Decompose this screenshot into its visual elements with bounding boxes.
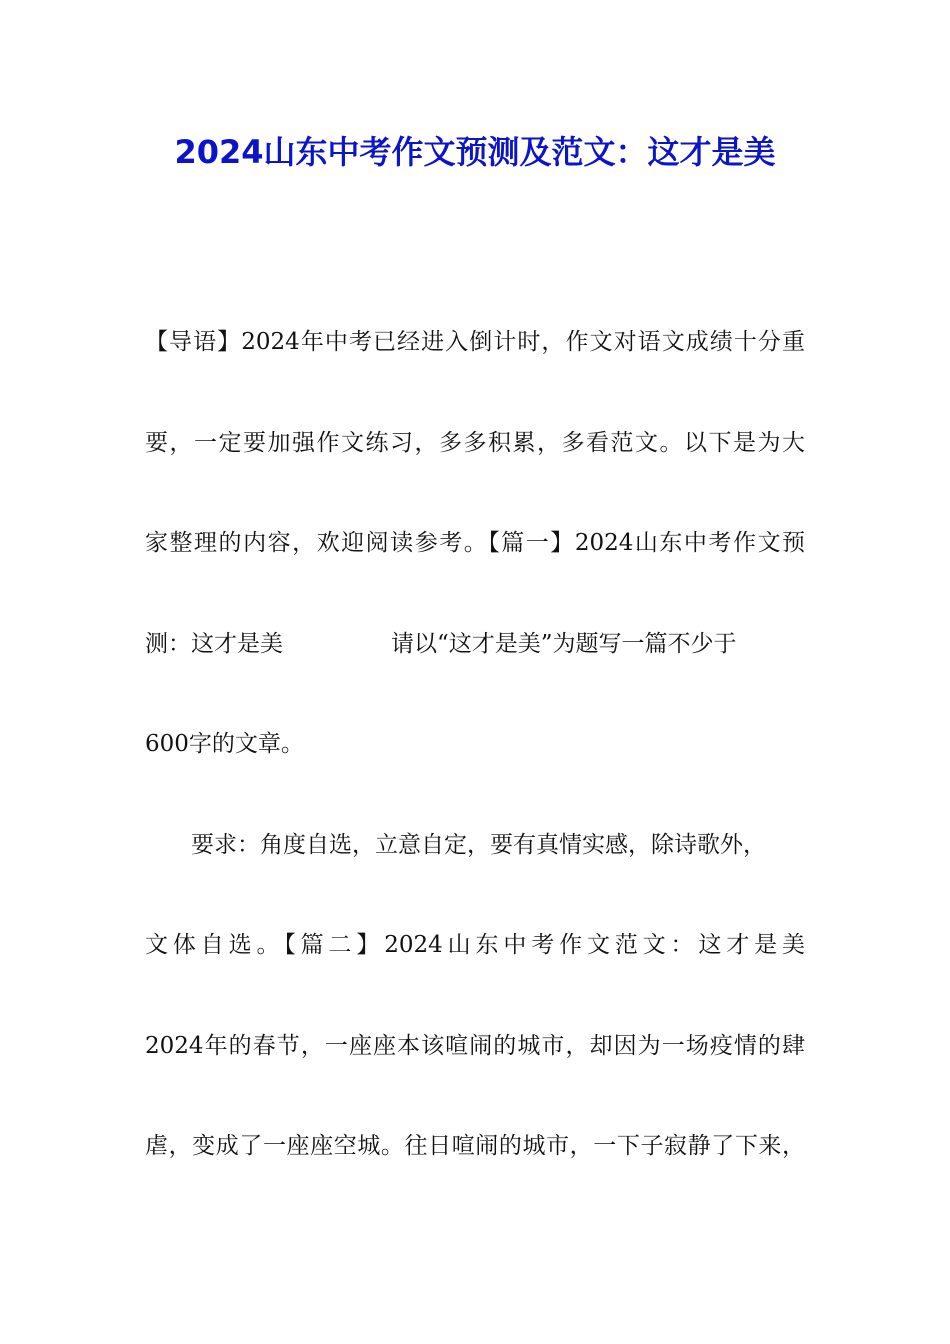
body-line: 2024年的春节，一座座本该喧闹的城市，却因为一场疫情的肆 — [145, 1032, 805, 1059]
body-line-split — [145, 594, 805, 695]
body-line: 要，一定要加强作文练习，多多积累，多看范文。以下是为大 — [145, 429, 805, 456]
body-line: 【导语】2024年中考已经进入倒计时，作文对语文成绩十分重 — [145, 329, 805, 355]
document-title: 2024山东中考作文预测及范文：这才是美 — [174, 133, 776, 171]
body-line-segment: 请以“这才是美”为题写一篇不少于 — [391, 630, 737, 657]
body-line: 家整理的内容，欢迎阅读参考。【篇一】2024山东中考作文预 — [145, 530, 805, 556]
body-line-segment: 测：这才是美 — [145, 630, 283, 657]
document-body — [145, 292, 805, 1197]
body-line-indented: 要求：角度自选，立意自定，要有真情实感，除诗歌外， — [191, 831, 766, 858]
body-line: 文体自选。【篇二】2024山东中考作文范文：这才是美 — [145, 932, 805, 958]
body-line: 虐，变成了一座座空城。往日喧闹的城市，一下子寂静了下来， — [145, 1133, 805, 1159]
body-line: 600字的文章。 — [145, 731, 304, 757]
